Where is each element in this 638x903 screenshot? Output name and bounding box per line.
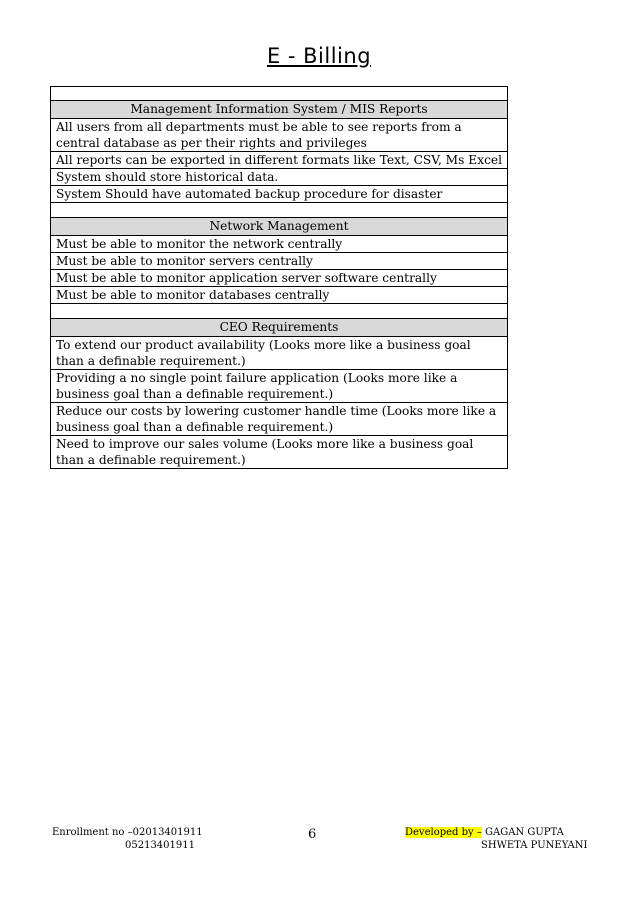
developer-name-2: SHWETA PUNEYANI	[481, 840, 588, 851]
requirement-text: Must be able to monitor the network centrally	[51, 236, 508, 253]
section-header-label: Network Management	[51, 218, 508, 236]
table-spacer-row	[51, 304, 508, 319]
table-spacer-row	[51, 203, 508, 218]
developed-by-label: Developed by –	[405, 827, 482, 838]
table-row	[51, 337, 508, 370]
page-number: 6	[308, 827, 317, 842]
requirement-text: Providing a no single point failure application (Looks more like a business goal than a definable requirement.)	[51, 370, 508, 403]
table-row	[51, 119, 508, 152]
requirement-text: All users from all departments must be able to see reports from a central database as per their rights and privileges	[51, 119, 508, 152]
table-row	[51, 169, 508, 186]
requirement-text: Need to improve our sales volume (Looks more like a business goal than a definable requirement.)	[51, 436, 508, 469]
table-row	[51, 152, 508, 169]
table-row	[51, 253, 508, 270]
requirement-text: Must be able to monitor databases centrally	[51, 287, 508, 304]
table-row	[51, 403, 508, 436]
requirement-text: System should store historical data.	[51, 169, 508, 186]
section-header-mis	[51, 101, 508, 119]
requirement-text: To extend our product availability (Looks more like a business goal than a definable requirement.)	[51, 337, 508, 370]
section-header-ceo	[51, 319, 508, 337]
table-row	[51, 370, 508, 403]
table-row	[51, 186, 508, 203]
developer-name-1: GAGAN GUPTA	[485, 827, 564, 838]
table-row	[51, 236, 508, 253]
enrollment-block	[52, 826, 203, 852]
section-header-label: Management Information System / MIS Reports	[51, 101, 508, 119]
requirement-text: Must be able to monitor servers centrally	[51, 253, 508, 270]
table-spacer-row	[51, 87, 508, 101]
requirement-text: Reduce our costs by lowering customer handle time (Looks more like a business goal than a definable requirement.)	[51, 403, 508, 436]
enrollment-line-2: 05213401911	[125, 840, 195, 851]
requirement-text: All reports can be exported in different formats like Text, CSV, Ms Excel	[51, 152, 508, 169]
developer-block	[405, 826, 587, 852]
table-row	[51, 436, 508, 469]
table-row	[51, 287, 508, 304]
requirement-text: System Should have automated backup procedure for disaster	[51, 186, 508, 203]
table-row	[51, 270, 508, 287]
section-header-network	[51, 218, 508, 236]
enrollment-line-1: Enrollment no –02013401911	[52, 827, 203, 838]
section-header-label: CEO Requirements	[51, 319, 508, 337]
page-title: E - Billing	[266, 44, 372, 68]
requirements-table	[50, 86, 508, 469]
requirement-text: Must be able to monitor application server software centrally	[51, 270, 508, 287]
